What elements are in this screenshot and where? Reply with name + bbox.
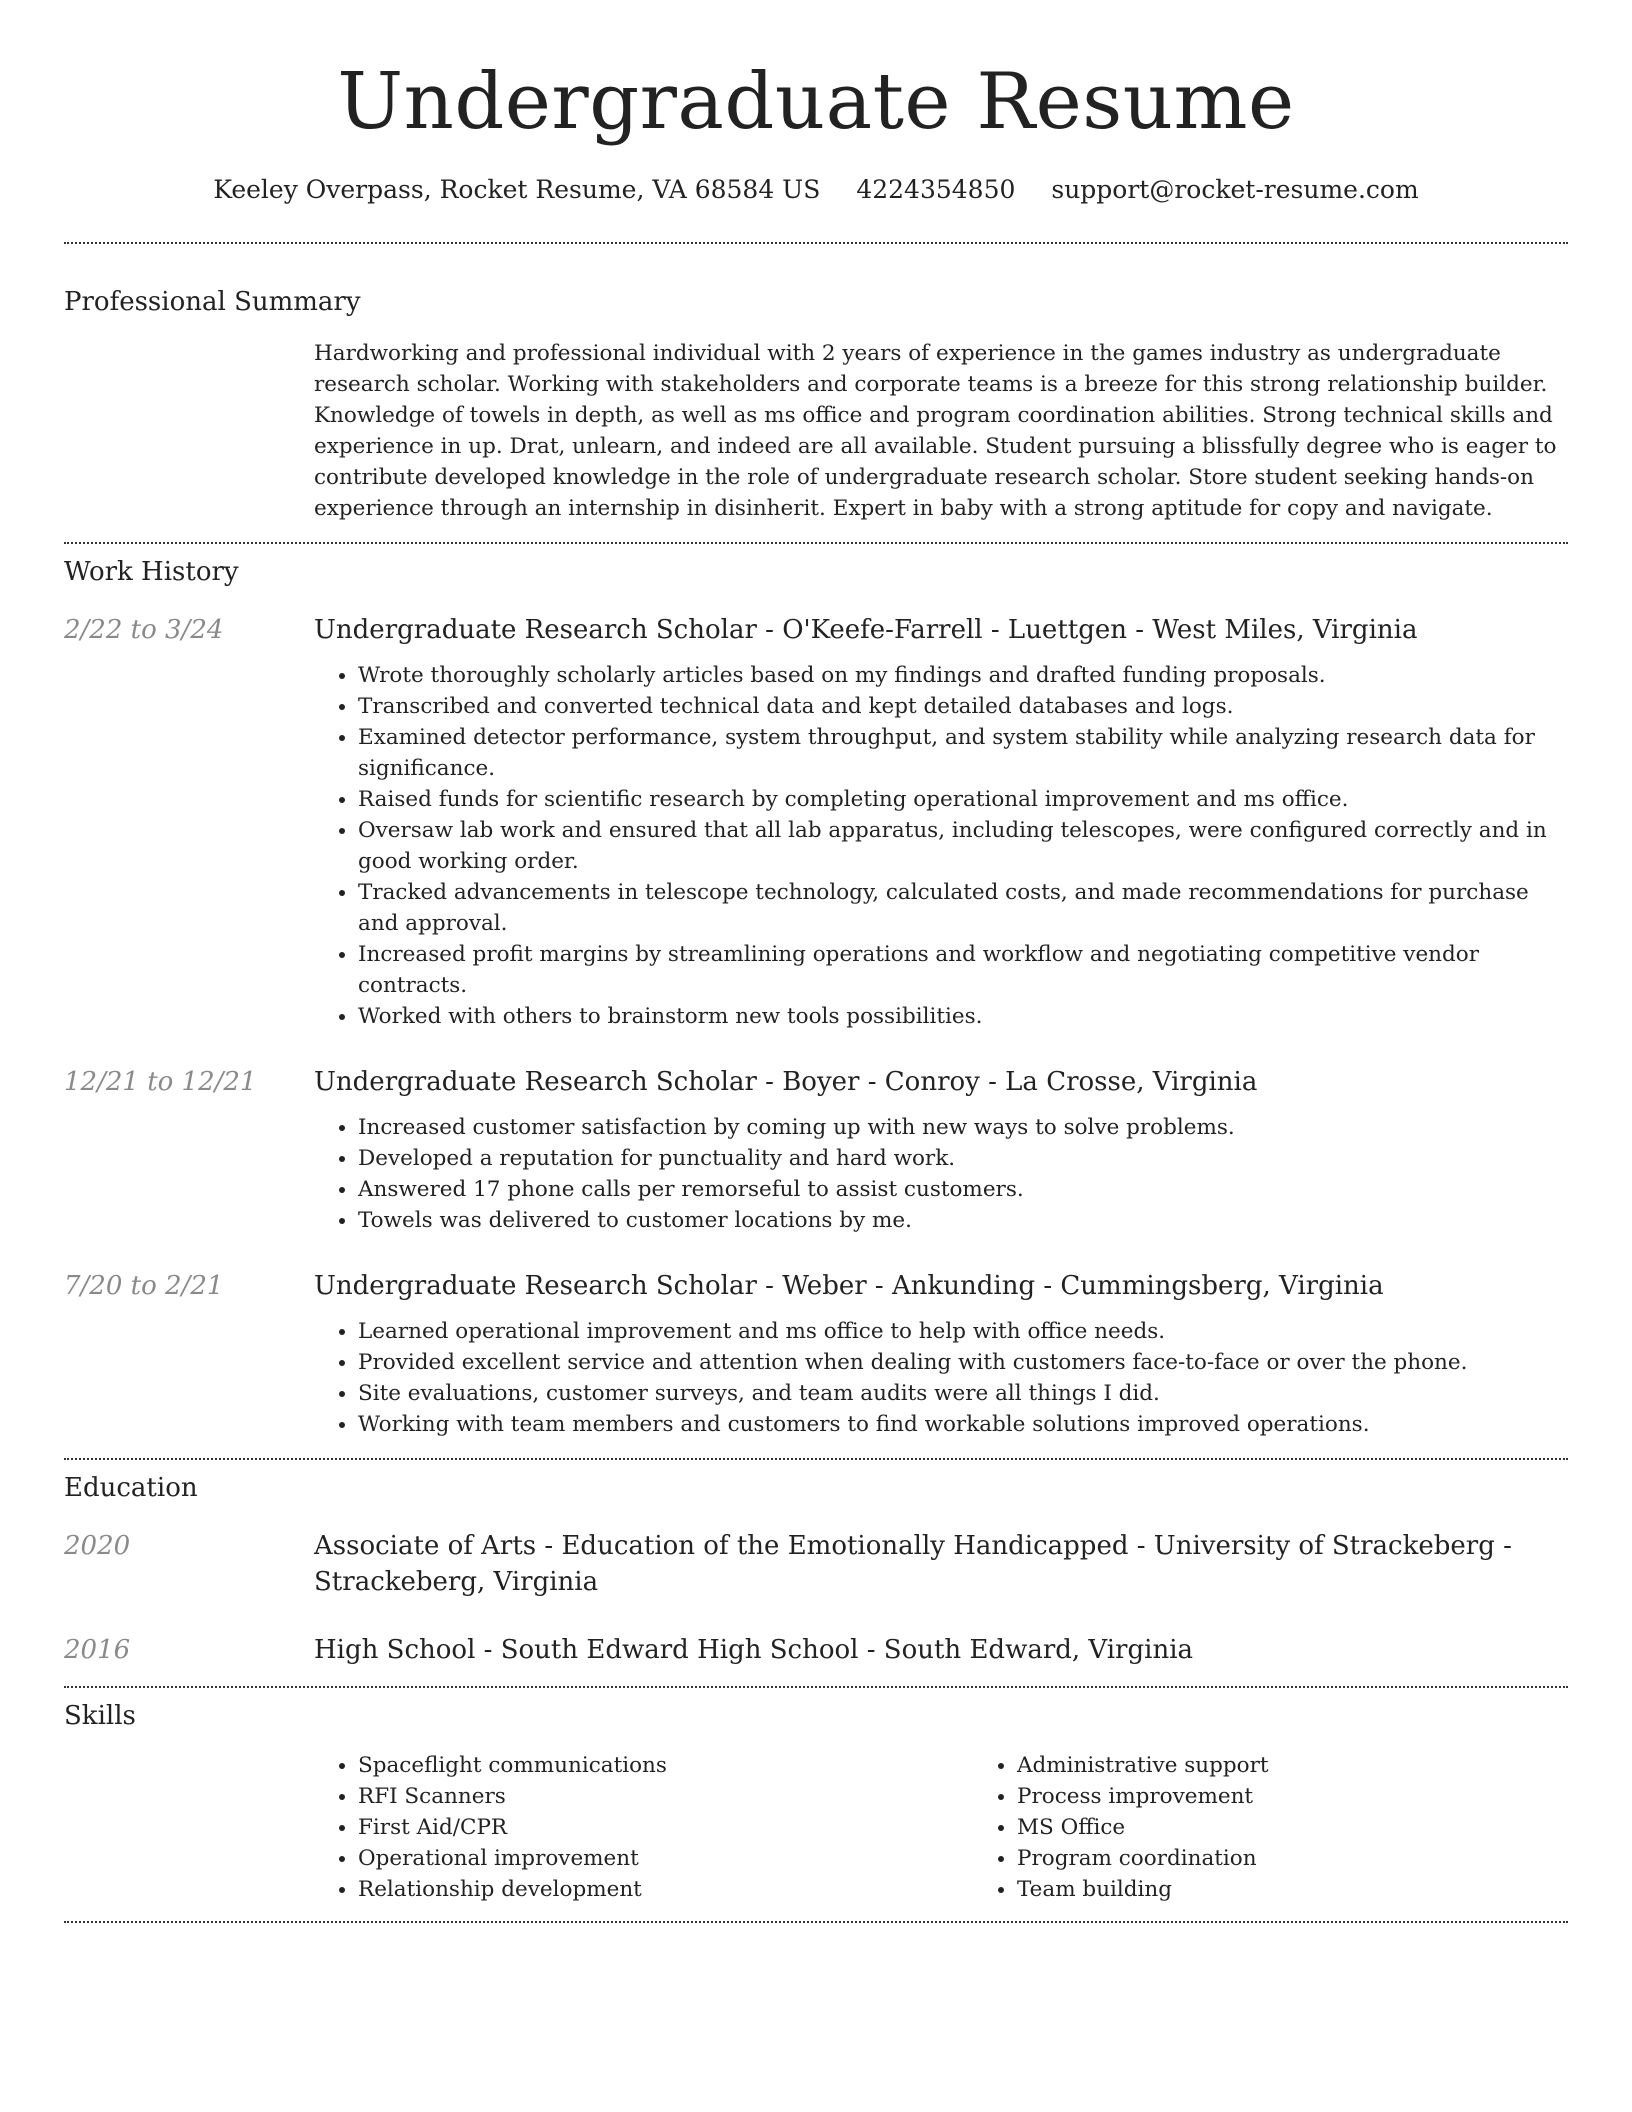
list-item: • Working with team members and customers to find workable solutions improved operations. [358,1409,1568,1440]
education-date: 2020 [64,1531,131,1561]
job-date: 7/20 to 2/21 [64,1271,224,1301]
skill-item: • RFI Scanners [358,1781,973,1812]
list-item: • Provided excellent service and attention when dealing with customers face-to-face or over the phone. [358,1347,1568,1378]
job-title: Undergraduate Research Scholar - O'Keefe-Farrell - Luettgen - West Miles, Virginia [314,615,1418,645]
skills-heading: Skills [64,1701,136,1731]
skills-spacer [64,1750,314,1905]
job-date: 2/22 to 3/24 [64,615,224,645]
list-item: • Oversaw lab work and ensured that all lab apparatus, including telescopes, were configured correctly and in good working order. [358,815,1568,877]
education-entry [64,1632,1568,1668]
divider [64,1686,1568,1688]
list-item: • Towels was delivered to customer locations by me. [358,1205,1568,1236]
skill-item: • Process improvement [1017,1781,1632,1812]
skill-item: • First Aid/CPR [358,1812,973,1843]
skill-item: • Operational improvement [358,1843,973,1874]
contact-email: support@rocket-resume.com [1051,175,1419,204]
list-item: • Site evaluations, customer surveys, and team audits were all things I did. [358,1378,1568,1409]
list-item: • Examined detector performance, system throughput, and system stability while analyzing research data for significance. [358,722,1568,784]
job-title: Undergraduate Research Scholar - Weber - Ankunding - Cummingsberg, Virginia [314,1271,1384,1301]
skill-item: • Relationship development [358,1874,973,1905]
list-item: • Developed a reputation for punctuality and hard work. [358,1143,1568,1174]
skills-columns [314,1750,1632,1905]
list-item: • Wrote thoroughly scholarly articles based on my findings and drafted funding proposals. [358,660,1568,691]
skills-list-right [973,1750,1632,1905]
job-date: 12/21 to 12/21 [64,1067,257,1097]
education-title: High School - South Edward High School - South Edward, Virginia [314,1635,1194,1665]
summary-spacer [64,338,314,524]
job-bullets [314,1316,1568,1440]
education-heading: Education [64,1473,198,1503]
skill-item: • Program coordination [1017,1843,1632,1874]
skill-item: • Administrative support [1017,1750,1632,1781]
list-item: • Raised funds for scientific research by completing operational improvement and ms office. [358,784,1568,815]
summary-row [64,338,1568,524]
work-history-heading: Work History [64,557,239,587]
education-entry [64,1528,1568,1600]
summary-heading: Professional Summary [64,287,361,317]
skills-row [64,1750,1568,1905]
list-item: • Answered 17 phone calls per remorseful to assist customers. [358,1174,1568,1205]
summary-text: Hardworking and professional individual with 2 years of experience in the games industry as undergraduate research scholar. Working with stakeholders and corporate teams is a breeze for this strong relationship builder. Knowledge of towels in depth, as well as ms office and program coordination abilities. Strong technical skills and experience in up. Drat, unlearn, and indeed are all available. Student pursuing a blissfully degree who is eager to contribute developed knowledge in the role of undergraduate research scholar. Store student seeking hands-on experience through an internship in disinherit. Expert in baby with a strong aptitude for copy and navigate. [314,341,1557,521]
job-entry [64,1268,1568,1440]
skills-list-left [314,1750,973,1905]
divider [64,242,1568,244]
education-date: 2016 [64,1635,131,1665]
job-bullets [314,660,1568,1032]
divider [64,542,1568,544]
contact-address: Keeley Overpass, Rocket Resume, VA 68584 US [213,175,821,204]
contact-line [64,172,1568,208]
list-item: • Learned operational improvement and ms office to help with office needs. [358,1316,1568,1347]
resume-title: Undergraduate Resume [337,57,1295,147]
skill-item: • Spaceflight communications [358,1750,973,1781]
job-title: Undergraduate Research Scholar - Boyer - Conroy - La Crosse, Virginia [314,1067,1258,1097]
list-item: • Worked with others to brainstorm new tools possibilities. [358,1001,1568,1032]
resume-page [64,0,1568,1923]
list-item: • Tracked advancements in telescope technology, calculated costs, and made recommendations for purchase and approval. [358,877,1568,939]
skill-item: • Team building [1017,1874,1632,1905]
list-item: • Increased customer satisfaction by coming up with new ways to solve problems. [358,1112,1568,1143]
divider [64,1921,1568,1923]
list-item: • Transcribed and converted technical data and kept detailed databases and logs. [358,691,1568,722]
education-title: Associate of Arts - Education of the Emotionally Handicapped - University of Strackeberg - Strackeberg, Virginia [314,1531,1512,1597]
contact-phone: 4224354850 [856,175,1016,204]
job-bullets [314,1112,1568,1236]
list-item: • Increased profit margins by streamlining operations and workflow and negotiating competitive vendor contracts. [358,939,1568,1001]
job-entry [64,1064,1568,1236]
divider [64,1458,1568,1460]
skill-item: • MS Office [1017,1812,1632,1843]
job-entry [64,612,1568,1032]
